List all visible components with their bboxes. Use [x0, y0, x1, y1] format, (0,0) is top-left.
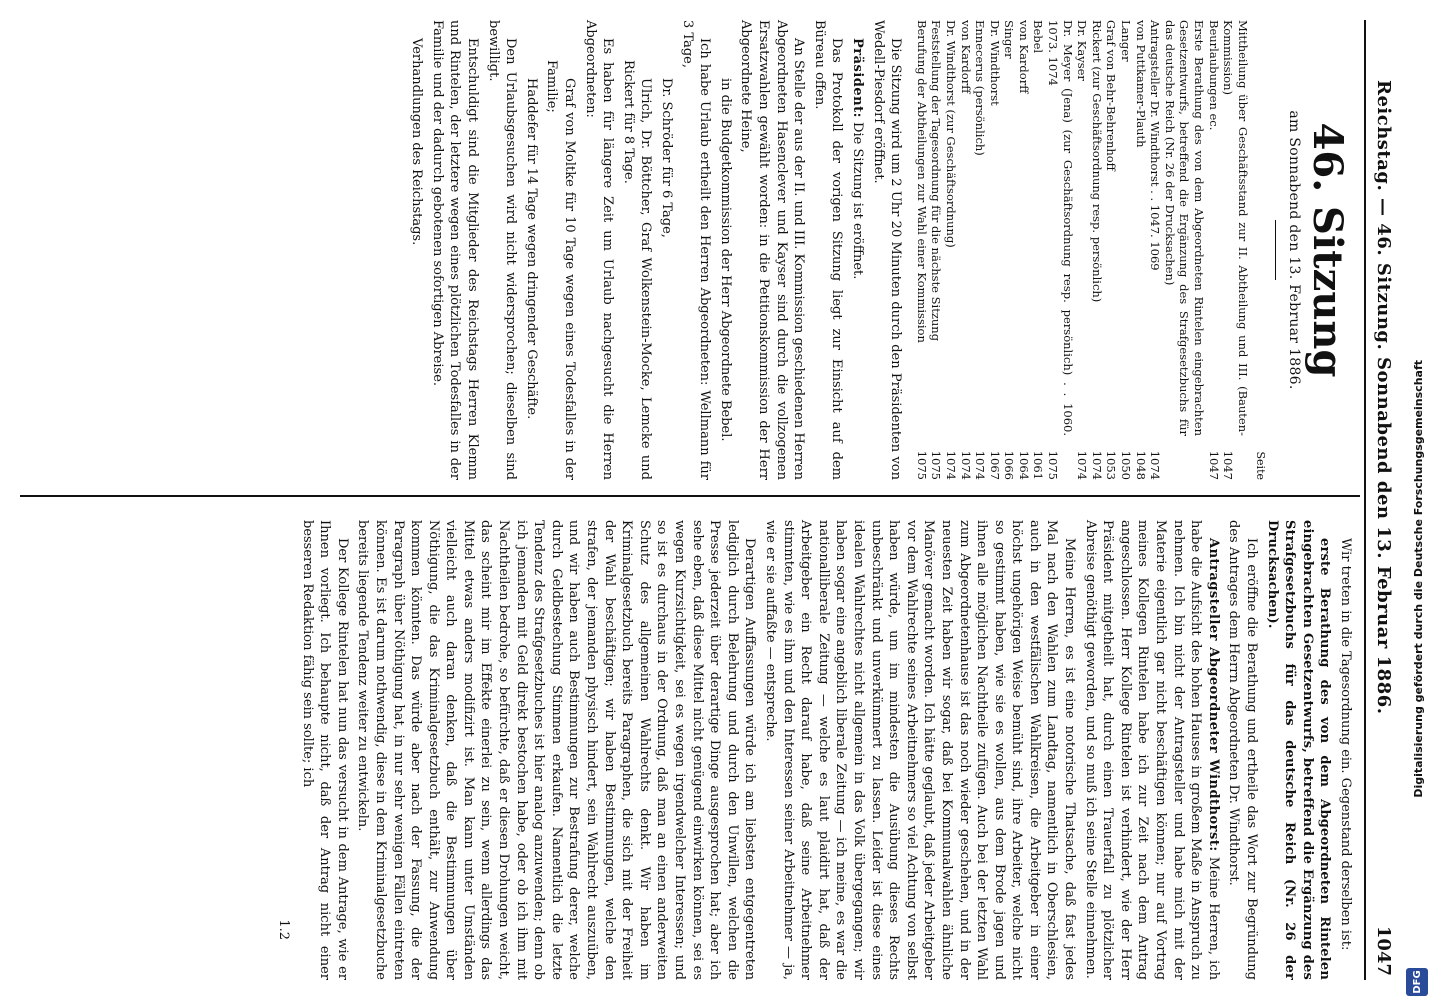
toc-entry-page: 1074 [1148, 450, 1163, 480]
toc-entry-text: von Kardorff [958, 20, 973, 94]
toc-entry-text: Dr. Windthorst (zur Geschäftsordnung) [943, 20, 958, 248]
toc-entry-page: 1074 [958, 450, 973, 480]
toc-entry-text: Singer [1002, 20, 1017, 59]
toc-entry [1002, 20, 1017, 480]
toc-entry-page: 1061 [1031, 450, 1046, 480]
toc-entry [1075, 20, 1090, 480]
toc-entry-page: 1074 [943, 450, 958, 480]
body-paragraph: Es haben für längere Zeit um Urlaub nachgesucht die Herren Abgeordneten: [582, 20, 616, 480]
page-number: 1047 [1373, 925, 1394, 976]
body-paragraph: in die Budgetkommission der Herr Abgeordnete Bebel. [717, 78, 733, 442]
toc-entry-page: 1048 [1133, 450, 1148, 480]
toc-entry-text: Mittheilung über Geschäftsstand zur II. Abtheilung und III. (Bauten-Kommission) [1221, 20, 1250, 436]
toc-entry [1089, 20, 1104, 480]
body-paragraph: Haddefer für 14 Tage wegen dringender Geschäfte. [523, 78, 539, 420]
toc-entry-page: 1047 [1221, 450, 1236, 480]
toc-entry-page: 1066 [1002, 450, 1017, 480]
toc-entry [1031, 20, 1046, 480]
session-date: am Sonnabend den 13. Februar 1886. [1286, 110, 1302, 390]
body-paragraph: Die Sitzung wird um 2 Uhr 20 Minuten durch den Präsidenten von Wedell-Piesdorf eröffnet. [870, 20, 904, 480]
toc-entry [1104, 20, 1119, 480]
speech-text: Die Sitzung ist eröffnet. [849, 117, 865, 280]
toc-entry-page: 1067 [987, 450, 1002, 480]
speech-paragraph [848, 20, 866, 480]
toc-entry [1148, 20, 1163, 480]
sheet-signature: 1.2 [275, 919, 291, 940]
toc-entry-text: Antragsteller Dr. Windthorst . . 1047. 1069 [1148, 20, 1163, 271]
toc-entry-text: Beurlaubungen ec. [1206, 20, 1221, 131]
left-body [408, 20, 904, 480]
digitization-caption [1407, 0, 1429, 1000]
toc-entry [1206, 20, 1221, 480]
toc-entry-page: 1064 [1016, 450, 1031, 480]
toc-entry [1133, 20, 1148, 480]
toc-entry-page: 1074 [973, 450, 988, 480]
toc-entry-page: 1074 [1089, 450, 1104, 480]
toc-entry-page: 1075 [1046, 450, 1061, 480]
toc-entry-page: 1053 [1104, 450, 1119, 480]
speech-paragraph [1081, 520, 1222, 980]
toc-entry-text: Erste Berathung des von dem Abgeordneten Rintelen eingebrachten Gesetzentwurfs, betreffend die Ergänzung des Strafgesetzbuchs für das deutsche Reich (Nr. 26 der Drucksachen) [1162, 20, 1207, 436]
session-heading: 46. Sitzung [1304, 122, 1351, 378]
toc-entry-page: 1050 [1119, 450, 1134, 480]
body-paragraph: Ich habe Urlaub ertheilt den Herren Abgeordneten: Wellmann für 3 Tage, [679, 20, 713, 480]
toc-entry-text: Feststellung der Tagesordnung für die nächste Sitzung [929, 20, 944, 342]
seite-label: Seite [1254, 451, 1268, 480]
speech-text: Meine Herren, ich habe die Aufsicht des hohen Hauses in großem Maße in Anspruch zu nehmen. Ich bin nicht der Antragsteller und habe mich mit der Materie eigentlich gar nicht beschäftigen können; nur auf Vortrag meines Kollegen Rintelen habe ich zur Zeit nach dem Antrag angeschlossen. Herr Kollege Rintelen ist verhindert, wie der Herr Präsident mitgetheilt hat, durch einen Trauerfall zu plötzlicher Abreise genöthigt geworden, und so muß ich seine Stelle einnehmen. [1082, 520, 1221, 980]
speaker-name: Antragsteller Abgeordneter Windthorst: [1205, 538, 1221, 852]
toc-entry [1118, 20, 1133, 480]
toc-entry [1221, 20, 1250, 480]
body-paragraph: Meine Herren, es ist eine notorische Thatsache, daß fast jedes Mal nach den Wahlen zum Landtag, namentlich in Oberschlesien, auch in den westfälischen Wahlkreisen, die Arbeitgeber in einer höchst ungehörigen Weise bemüht sind, ihre Arbeiter, welche nicht so gestimmt haben, wie sie es wollen, aus dem Brode jagen und ihnen alle möglichen Nachtheile zufügen. Auch bei der letzten Wahl zum Abgeordnetenhause ist das noch wieder geschehen, und in der neuesten Zeit haben wir sogar, daß bei Kommunalwahlen ähnliche Manöver gemacht worden. Ich hätte geglaubt, daß jeder Arbeitgeber vor dem Wahlrechte seines Arbeitnehmers so viel Achtung von selbst haben würde, um im mindesten die Ausübung dieses Rechts unbeschränkt und unverkümmert zu lassen. Leider ist diese eines idealen Wahlrechtes nicht allgemein in das Volk übergegangen; wir haben sogar eine angeblich liberale Zeitung — ich meine, es war die nationalliberale Zeitung — welche es laut plaidirt hat, daß der Arbeitgeber ein Recht darauf habe, daß seine Arbeitnehmer stimmten, wie es ihm und den Interessen seiner Arbeitnehmer — ja, wie er sie auffaßte — entspreche. [763, 520, 1078, 980]
toc-entry-text: von Kardorff [1016, 20, 1031, 94]
body-paragraph: Ich eröffne die Berathung und ertheile das Wort zur Begründung des Antrages dem Herrn Abgeordneten Dr. Windthorst. [1226, 520, 1260, 980]
toc-entry [943, 20, 958, 480]
toc-entry-page: 1074 [1075, 450, 1090, 480]
toc-entry [958, 20, 973, 480]
toc-entry [973, 20, 988, 480]
digitization-caption-text: Digitalisierung gefördert durch die Deutsche Forschungsgemeinschaft [1411, 360, 1425, 798]
toc-entry [987, 20, 1002, 480]
toc-entry [929, 20, 944, 480]
running-head-title: Reichstag. — 46. Sitzung. Sonnabend den 13. Februar 1886. [1373, 80, 1394, 715]
toc-entry [1046, 20, 1075, 480]
dfg-logo [1406, 968, 1428, 996]
running-head [1364, 20, 1400, 980]
toc-entry-text: Rickert (zur Geschäftsordnung resp. persönlich) [1089, 20, 1104, 303]
body-paragraph: Graf von Moltke für 10 Tage wegen eines Todesfalles in der Familie; [544, 60, 578, 480]
toc-entry-text: Dr. Windthorst [987, 20, 1002, 106]
toc-entry-text: Langer [1119, 20, 1134, 62]
speaker-name: Präsident: [849, 38, 865, 118]
body-paragraph: Verhandlungen des Reichstags. [409, 38, 425, 246]
toc-entry-text: Ennecerus (persönlich) [973, 20, 988, 156]
toc-entry-page: 1075 [929, 450, 944, 480]
agenda-item: erste Berathung des von dem Abgeordneten Rintelen eingebrachten Gesetzentwurfs, betreffend die Ergänzung des Strafgesetzbuchs für das deutsche Reich (Nr. 26 der Drucksachen). [1264, 520, 1333, 980]
right-body [298, 520, 1354, 980]
toc-entry-text: Dr. Kayser [1075, 20, 1090, 81]
body-paragraph: Derartigen Auffassungen würde ich am liebsten entgegentreten lediglich durch Belehrung und durch den Unwillen, welchen die Presse jederzeit über derartige Dinge ausgesprochen hat; aber ich sehe eben, daß diese Mittel nicht genügend einwirken können, sei es wegen Kurzsichtigkeit, sei es wegen irgendwelcher Interessen; und so ist es durchaus in der Ordnung, daß man an einen anderweiten Schutz des allgemeinen Wahlrechts denkt. Wir haben im Kriminalgesetzbuch bereits Paragraphen, die sich mit der Freiheit der Wahl beschäftigen; wir haben Bestimmungen, welche den strafen, der jemanden physisch hindert, sein Wahlrecht auszuüben, und wir haben auch Bestimmungen zur Bestrafung derer, welche durch Geldbestechung Stimmen erkaufen. Namentlich die letzte Tendenz des Strafgesetzbuches ist hier analog anzuwenden; denn ob ich jemanden mit Geld direkt bestochen habe, oder ob ich ihm mit Nachtheilen bedrohe, so befürchte, daß er diesen Drohungen weicht, das scheint mir im Effekte einerlei zu sein, wenn allerdings das Mittel etwas anders modifizirt ist. Man kann unter Umständen vielleicht auch daran denken, daß die Bestimmungen über Nöthigung, die das Kriminalgesetzbuch enthält, zur Anwendung kommen könnten. Das würde aber nach der Fassung, die der Paragraph über Nöthigung hat, in nur sehr wenigen Fällen eintreten können. Es ist darum nothwendig, diese in dem Kriminalgesetzbuche bereits liegende Tendenz weiter zu entwickeln. [355, 520, 758, 980]
body-paragraph: Dr. Schröder für 6 Tage, [659, 78, 675, 238]
toc-entry-text: Graf von Behr-Behrenhoff [1104, 20, 1119, 171]
toc-entry-text: Berufung der Abtheilungen zur Wahl einer Kommission [914, 20, 929, 343]
heading-rule [1275, 220, 1276, 280]
toc-entry [1162, 20, 1206, 480]
left-column [405, 20, 1354, 480]
column-divider [20, 495, 1360, 497]
toc-entry [914, 20, 929, 480]
body-paragraph: Ulrich, Dr. Böttcher, Graf Wolkenstein-Mocke, Lemcke und Rickert für 8 Tage. [620, 60, 654, 480]
dfg-logo-text: DFG [1411, 970, 1423, 994]
body-paragraph: Den Urlaubsgesuchen wird nicht widersprochen; dieselben sind bewilligt. [485, 20, 519, 480]
toc-entry-page: 1075 [914, 450, 929, 480]
toc-entry-text: von Puttkamer-Plauth [1133, 20, 1148, 148]
toc-entry-page: 1047 [1206, 450, 1221, 480]
toc-entry [1016, 20, 1031, 480]
toc-entry-text: Dr. Meyer (Jena) (zur Geschäftsordnung resp. persönlich) . . 1060. 1073. 1074 [1046, 20, 1075, 436]
body-paragraph: Das Protokoll der vorigen Sitzung liegt zur Einsicht auf dem Büreau offen. [811, 20, 845, 480]
body-paragraph: Wir treten in die Tagesordnung ein. Gegenstand derselben ist: [1338, 538, 1353, 951]
digitization-sidebar [1404, 0, 1432, 1000]
table-of-contents [914, 20, 1250, 480]
body-paragraph: Der Kollege Rintelen hat nun das versucht in dem Antrage, wie er Ihnen vorliegt. Ich behaupte nicht, daß der Antrag nicht einer besseren Redaktion fähig sein sollte; ich [299, 520, 350, 980]
right-column [274, 520, 1354, 980]
toc-entry-text: Bebel [1031, 20, 1046, 54]
body-paragraph: An Stelle der aus der II. und III. Kommission geschiedenen Herren Abgeordneten Hasenclever und Kayser sind durch die vollzogenen Ersatzwahlen gewählt worden: in die Petitionskommission der Herr Abgeordnete Heine, [738, 20, 807, 480]
body-paragraph: Entschuldigt sind die Mitglieder des Reichstags Herren Klemm und Rintelen, der letztere wegen eines plötzlichen Todesfalles in der Familie und der dadurch gebotenen sofortigen Abreise. [429, 20, 481, 480]
